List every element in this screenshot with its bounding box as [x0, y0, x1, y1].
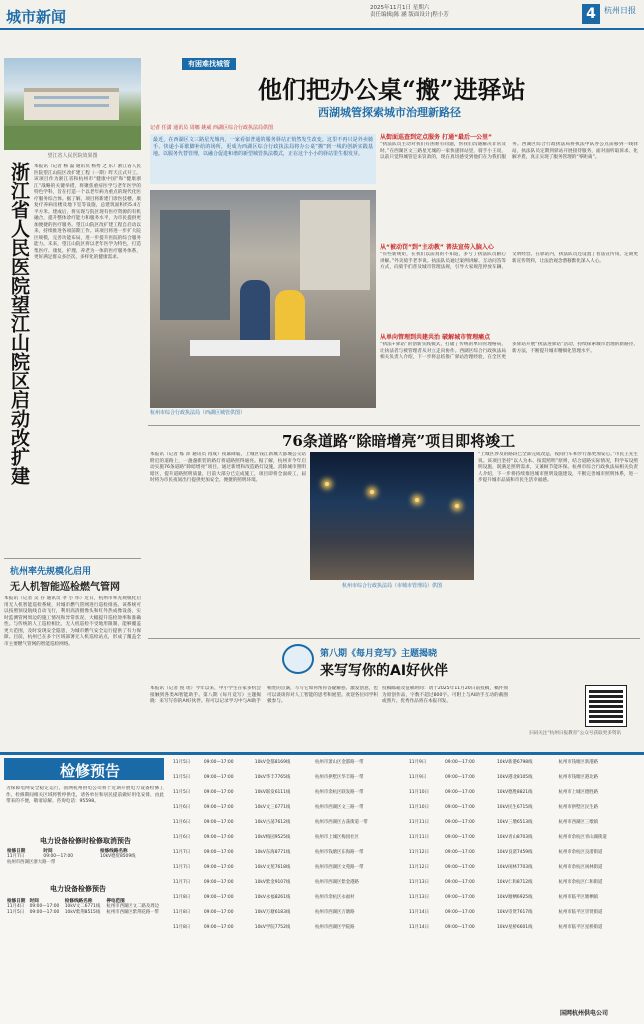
outage-table-col3	[408, 760, 640, 940]
table-cell: 09:00—17:00	[203, 895, 234, 900]
table-cell: 杭州市西湖区文苑路一带	[315, 865, 364, 870]
outage-table2	[6, 898, 166, 916]
table-cell: 09:00—17:00	[203, 850, 234, 855]
table-cell: 10kV仁和8712线	[497, 880, 533, 885]
table-cell: 10kV华丰7765线	[254, 775, 291, 780]
table-cell: 09:00—17:00	[203, 880, 234, 885]
table-cell: 09:00—17:00	[203, 865, 234, 870]
ai-headline-top: 第八期《每月竞写》主题揭晓	[320, 649, 438, 659]
table-cell: 09:00—17:00	[445, 760, 475, 765]
table-cell: 11月10日	[409, 805, 429, 810]
table-cell: 09:00—17:00	[445, 820, 475, 825]
feature-tag: 有困难找城管	[182, 58, 236, 70]
table-cell: 11月10日	[409, 790, 429, 795]
table-cell: 杭州市西湖区古荡街道一带	[315, 820, 368, 825]
table-cell: 09:00—17:00	[203, 775, 234, 780]
table-cell: 11月12日	[409, 865, 429, 870]
table-cell: 10kV万塘6183线	[254, 910, 291, 915]
table-cell: 杭州市余杭区青山湖街道	[558, 835, 607, 840]
table-cell: 10kV文苑7618线	[254, 865, 291, 870]
road-body: 本报讯（记者 练 沛 通讯员 再成）夜幕降临，上城区钱江新城天都城公交站附近的道路上，一盏盏新装的路灯将道路照得通亮。据了解，杭州市今年启动实施76条道路“除暗增亮”项目，通过新增和改造路灯设施，消除城市照明暗区，提升道路照明质量，目前大部分已完成施工，项目即将全面竣工，届时将为市民夜间出行提供更加安全、便捷的照明环境。	[150, 452, 306, 483]
feature-headline: 他们把办公桌“搬”进驿站	[258, 75, 526, 104]
hospital-photo	[4, 58, 141, 150]
table-cell: 杭州市拱墅区华丰路一带	[315, 775, 364, 780]
table-cell: 09:00—17:00	[445, 775, 475, 780]
outage-footer: 国网杭州供电公司	[560, 1010, 609, 1017]
table-cell: 09:00—17:00	[445, 790, 475, 795]
left-headline: 浙江省人民医院望江山院区启动改扩建	[8, 162, 30, 485]
table-cell: 杭州市钱塘区港北路	[558, 775, 598, 780]
table-cell: 11月6日	[173, 805, 191, 810]
divider	[4, 558, 141, 559]
table-cell: 11月12日	[409, 850, 429, 855]
table-cell: 杭州市余杭区联发路一带	[315, 790, 364, 795]
table-cell: 10kV学院7752线	[254, 925, 291, 930]
table-cell: 杭州市临平区塘栖镇	[558, 895, 598, 900]
table-cell: 09:00—17:00	[445, 850, 475, 855]
table-cell: 11月8日	[173, 895, 191, 900]
table-cell: 10kV新港6798线	[497, 760, 533, 765]
table-cell: 10kV金都8169线	[254, 760, 291, 765]
road-photo	[310, 452, 474, 580]
table-cell: 10kV青山8703线	[497, 835, 533, 840]
table-cell: 11月7日	[173, 865, 191, 870]
paper-logo: 杭州日报	[604, 6, 636, 15]
table-cell: 11月6日	[173, 820, 191, 825]
table-cell: 杭州市临平区崇贤街道	[558, 910, 603, 915]
outage-table1	[6, 848, 166, 866]
ai-body-2: 投稿邮箱及征稿时间：请于2025年11月20日前投稿，稿件须为原创作品，字数不超过800字。可附上与AI助手互动的截图或照片。优秀作品将在本报刊发。	[382, 686, 508, 704]
road-photo-caption: 杭州市综合行政执法局（市城市管理局）供图	[341, 583, 442, 589]
table-cell: 10kV古荡7612线	[254, 820, 291, 825]
table-cell: 杭州市西湖区学院路	[315, 925, 355, 930]
table-cell: 杭州市西湖区文三路一带	[315, 805, 364, 810]
road-headline: 76条道路“除暗增亮”项目即将竣工	[282, 432, 516, 450]
table-cell: 09:00—17:00	[203, 790, 234, 795]
feature-section-2-title: 从“被动罚”到“主动教” 普法宣传入脑入心	[380, 244, 494, 251]
feature-section-3-title: 从单向管理到共建共治 破解城市管理痛点	[380, 334, 491, 341]
ai-icon	[282, 644, 314, 674]
table-cell: 10kV民生6715线	[497, 805, 533, 810]
divider	[148, 425, 640, 426]
qr-code	[586, 686, 626, 726]
section-title: 城市新闻	[6, 8, 67, 26]
table-cell: 杭州市余杭区仁和街道	[558, 880, 603, 885]
table-cell: 11月5日	[173, 790, 191, 795]
table-header: 停电范围	[106, 899, 125, 904]
table-cell: 10kV良渚7459线	[497, 850, 533, 855]
table-header: 检修线路名称	[64, 899, 93, 904]
table-row	[172, 820, 402, 826]
feature-photo-caption: 杭州市综合行政执法局（西湖区城管供图）	[150, 410, 246, 416]
table-cell: 杭州市余杭区良渚街道	[558, 850, 603, 855]
table-cell: 09:00—17:00	[445, 880, 475, 885]
table-cell: 10kV梅园9525线	[254, 835, 291, 840]
outage-table2-title: 电力设备检修预告	[50, 885, 106, 893]
table-cell: 10kV崇贤7617线	[497, 910, 533, 915]
drone-body: 本报讯（记者 吴 存 通讯员 孝 小 伟）近日，杭州市率先规模化启用无人机智能巡检系统，对城市燃气管网进行巡检排查。该系统可以按照预设航线自动飞行，利用高清摄像头和红外热成像设备，实时监测管网周边的施工情况和异常状况，大幅提升巡检效率和准确性。与传统的人工巡检相比，无人机巡检不受地形限制，能够覆盖更大范围，及时发现安全隐患，为城市燃气安全运行提供了有力保障。目前，杭州已在多个区域部署无人机巡检站点，形成了覆盖全市主要燃气管网的智能巡检网络。	[4, 596, 141, 647]
table-cell: 09:00—17:00	[203, 760, 234, 765]
feature-subheadline: 西湖城管探索城市治理新路径	[318, 106, 461, 119]
table-cell: 09:00—17:00	[445, 805, 475, 810]
left-body: 本报讯（记者 杨 磊 通讯员 杨秀 之 乐）浙江省人民医院望江山院区改扩建工程（一期）昨天正式开工。该项目作为浙江省和杭州市“健康中国”和“健康浙江”战略的关键举措，将聚焦重症医学与老年医学的特色学科，旨在打造一个以老年病为重点的现代化医疗服务综合体。据了解，项目将新建门诊医技楼、康复疗养病房楼及地下室等设施，总建筑面积约5.4万平方米。建成后，将实现与院区现有医疗资源的有机融合，提升整体诊疗能力和服务水平，为市民提供更加便捷的医疗服务。望江山院区改扩建工程自启动以来，持续推进各项前期工作。该项目将进一步扩大院区规模，完善功能布局，进一步提升医院的综合服务能力。未来，望江山院区将以老年医学为特色，打造集医疗、康复、护理、养老为一体的医疗服务体系，更好满足群众多层次、多样化的健康需求。	[34, 164, 141, 260]
page-number: 4	[582, 4, 600, 24]
table-header: 检修日期	[7, 899, 26, 904]
qr-caption: 扫码关注“杭州日报教育”公众号获取更多资讯	[528, 731, 622, 736]
table-cell: 杭州市余杭区闲林街道	[558, 865, 603, 870]
outage-table-col2	[172, 760, 402, 940]
table-cell: 杭州市钱塘区新港路	[558, 760, 598, 765]
table-cell: 杭州市钱塘区东海路一带	[315, 850, 364, 855]
drone-headline-2: 无人机智能巡检燃气管网	[10, 582, 120, 593]
table-cell: 杭州市西湖区紫金港路	[315, 880, 359, 885]
table-cell: 11月14日	[409, 925, 429, 930]
table-cell: 杭州市上城区梅园社区	[315, 835, 359, 840]
table-cell: 11月6日	[173, 835, 191, 840]
drone-headline-1: 杭州率先规模化启用	[10, 567, 92, 577]
feature-photo	[150, 190, 376, 408]
table-cell: 09:00—17:00	[445, 835, 475, 840]
table-cell: 11月7日	[173, 880, 191, 885]
table-cell: 杭州市上城区德胜路	[558, 790, 598, 795]
table-cell: 杭州市临平区星桥街道	[558, 925, 603, 930]
feature-section-1-body: “执法队员主动对我们有困难有问题，帮我们沟通解决非常及时。”在西湖区文三路星光城的一家快递驿站里，骑手小王说，以前只觉得城管是来罚款的，现在真切感受到他们在为我们服务。西湖区综合行政执法局将执法中队办公点前移到一线驿站，执法队员定期到驿站开展接待服务，面对面听取诉求、化解矛盾，真正实现了服务管理的“零距离”。	[380, 142, 638, 160]
table-cell: 10kV紫金9107线	[254, 880, 291, 885]
table-cell: 11月14日	[409, 910, 429, 915]
table-cell: 杭州市西湖区三墩镇	[558, 820, 598, 825]
hospital-photo-caption: 望江省人民医院效果图	[47, 153, 98, 159]
table-cell: 11月5日	[173, 760, 191, 765]
table-row: 11月7日 09:00—17:00 10kV德贸8509线	[7, 854, 136, 859]
table-cell: 11月11日	[409, 820, 429, 825]
table-cell: 10kV永福8261线	[254, 895, 291, 900]
table-cell: 11月8日	[173, 925, 191, 930]
feature-byline: 记者 任潇 通讯员 周娜 姚威 西湖区综合行政执法局供图	[150, 125, 273, 131]
feature-section-1-title: 从街面巡查到定点服务 打通“最后一公里”	[380, 134, 492, 141]
feature-lead: 最近，在西湖区文三路星光城内，一家看似普通的服务驿站正悄然发生改变。这里不再只是外卖骑手、快递小哥歇脚补给的场所，更成为西湖区综合行政执法局将办公桌“搬”到一线的创新实践基地。以服务代替管理，以融合促进和谐的新型城管执法模式，正在这个小小的驿站里生根发芽。	[150, 134, 376, 184]
outage-title: 检修预告	[60, 762, 121, 780]
table-row: 杭州市西湖区浙大路一带	[7, 860, 56, 865]
table-cell: 09:00—17:00	[445, 910, 475, 915]
table-cell: 09:00—17:00	[445, 865, 475, 870]
table-cell: 11月7日	[173, 850, 191, 855]
feature-section-3-body: “执法+驿站”的创新实践模式，打破了传统的单向管理格局，让执法者与被管理者从对立走向协作。西湖区综合行政执法局相关负责人介绍，下一步将总结推广驿站治理经验，在全区更多驿站开展“执法进驿站”活动，持续探索城市治理的新路径、新方法，不断提升城市精细化管理水平。	[380, 342, 638, 360]
table-row: 11月5日 09:00—17:00 10kV紫荆8515线 杭州市西湖区紫荆花路一带	[7, 910, 160, 915]
table-cell: 11月11日	[409, 835, 429, 840]
table-header: 时间	[29, 899, 39, 904]
table-cell: 09:00—17:00	[445, 925, 475, 930]
table-cell: 杭州市拱墅区民生路	[558, 805, 598, 810]
table-cell: 11月9日	[409, 760, 427, 765]
table-cell: 11月8日	[173, 910, 191, 915]
ai-body: 本报讯（记者 倪 瑶）今年以来，中小学生在家多机会接触到各类AI智能助手。第八期《每月竞写》主题揭晓：来写写你的AI好伙伴。你可以记录学习中与AI助手相处的点滴，写写它如何帮你答疑解惑、激发创意，也可以谈谈你对人工智能的思考和展望。欢迎各位同学积极参与。	[150, 686, 378, 704]
road-body-2: “上城区涉及的路段已全部完成改造，夜间行车和步行都更加安心。”市民王先生说。该项目坚持“以人为本、按需照明”原则，结合道路实际情况，科学布设照明设施，既满足照明需求，又兼顾节能环保。杭州市综合行政执法局相关负责人介绍，下一步将持续推进城市照明设施建设，不断完善城市照明体系，进一步提升城市品质和市民生活幸福感。	[478, 452, 638, 483]
table-cell: 09:00—17:00	[203, 820, 234, 825]
table-cell: 09:00—17:00	[445, 895, 475, 900]
table-header: 检修日期	[7, 849, 26, 854]
table-cell: 10kV德胜8821线	[497, 790, 533, 795]
table-cell: 10kV三墩6513线	[497, 820, 533, 825]
outage-intro: 为保障电网安全稳定运行，国网杭州供电公司将于近期开展电力设备检修工作。检修期间相关区域将暂停供电，请各单位和居民提前做好用电安排，由此带来的不便，敬请谅解。咨询电话：95598。	[6, 786, 164, 804]
table-cell: 10kV文三6771线	[254, 805, 291, 810]
divider	[148, 638, 640, 639]
table-cell: 11月9日	[409, 775, 427, 780]
table-header: 时间	[43, 849, 53, 854]
table-cell: 09:00—17:00	[203, 925, 234, 930]
table-cell: 杭州市萧山区金都路一带	[315, 760, 364, 765]
table-cell: 10kV港北8105线	[497, 775, 533, 780]
ai-headline: 来写写你的AI好伙伴	[320, 663, 449, 679]
table-cell: 10kV闲林7703线	[497, 865, 533, 870]
feature-section-2-body: “有些新规矩，在我们以前真的不知道，多亏了执法队员耐心讲解。”外卖骑手老李说。执法队员通过案例讲解、互动问答等方式，向骑手们普及城市管理法规，引导大家规范停放车辆、文明经营。在驿站内，执法队员还设置了普法宣传角，定期更新宣传资料，让法治观念潜移默化深入人心。	[380, 252, 638, 270]
table-cell: 杭州市西湖区万塘路	[315, 910, 355, 915]
table-header: 检修线路名称	[100, 849, 128, 854]
table-cell: 杭州市余杭区永福村	[315, 895, 355, 900]
outage-table1-title: 电力设备检修时检修取消预告	[40, 837, 131, 845]
header-info: 2025年11月1日 星期六 责任编辑|陈 涵 版面设计|程小芳	[370, 5, 449, 18]
table-cell: 09:00—17:00	[203, 805, 234, 810]
table-row: 11月4日 09:00—17:00 10kV文二6771线 杭州市西湖区文二路及周边	[7, 904, 160, 909]
table-cell: 09:00—17:00	[203, 910, 234, 915]
table-cell: 11月5日	[173, 775, 191, 780]
table-cell: 10kV东海8771线	[254, 850, 291, 855]
table-cell: 11月13日	[409, 895, 429, 900]
table-cell: 11月13日	[409, 880, 429, 885]
table-cell: 10kV联发6111线	[254, 790, 291, 795]
table-cell: 09:00—17:00	[203, 835, 234, 840]
table-cell: 10kV塘栖6925线	[497, 895, 533, 900]
table-cell: 10kV星桥6601线	[497, 925, 533, 930]
